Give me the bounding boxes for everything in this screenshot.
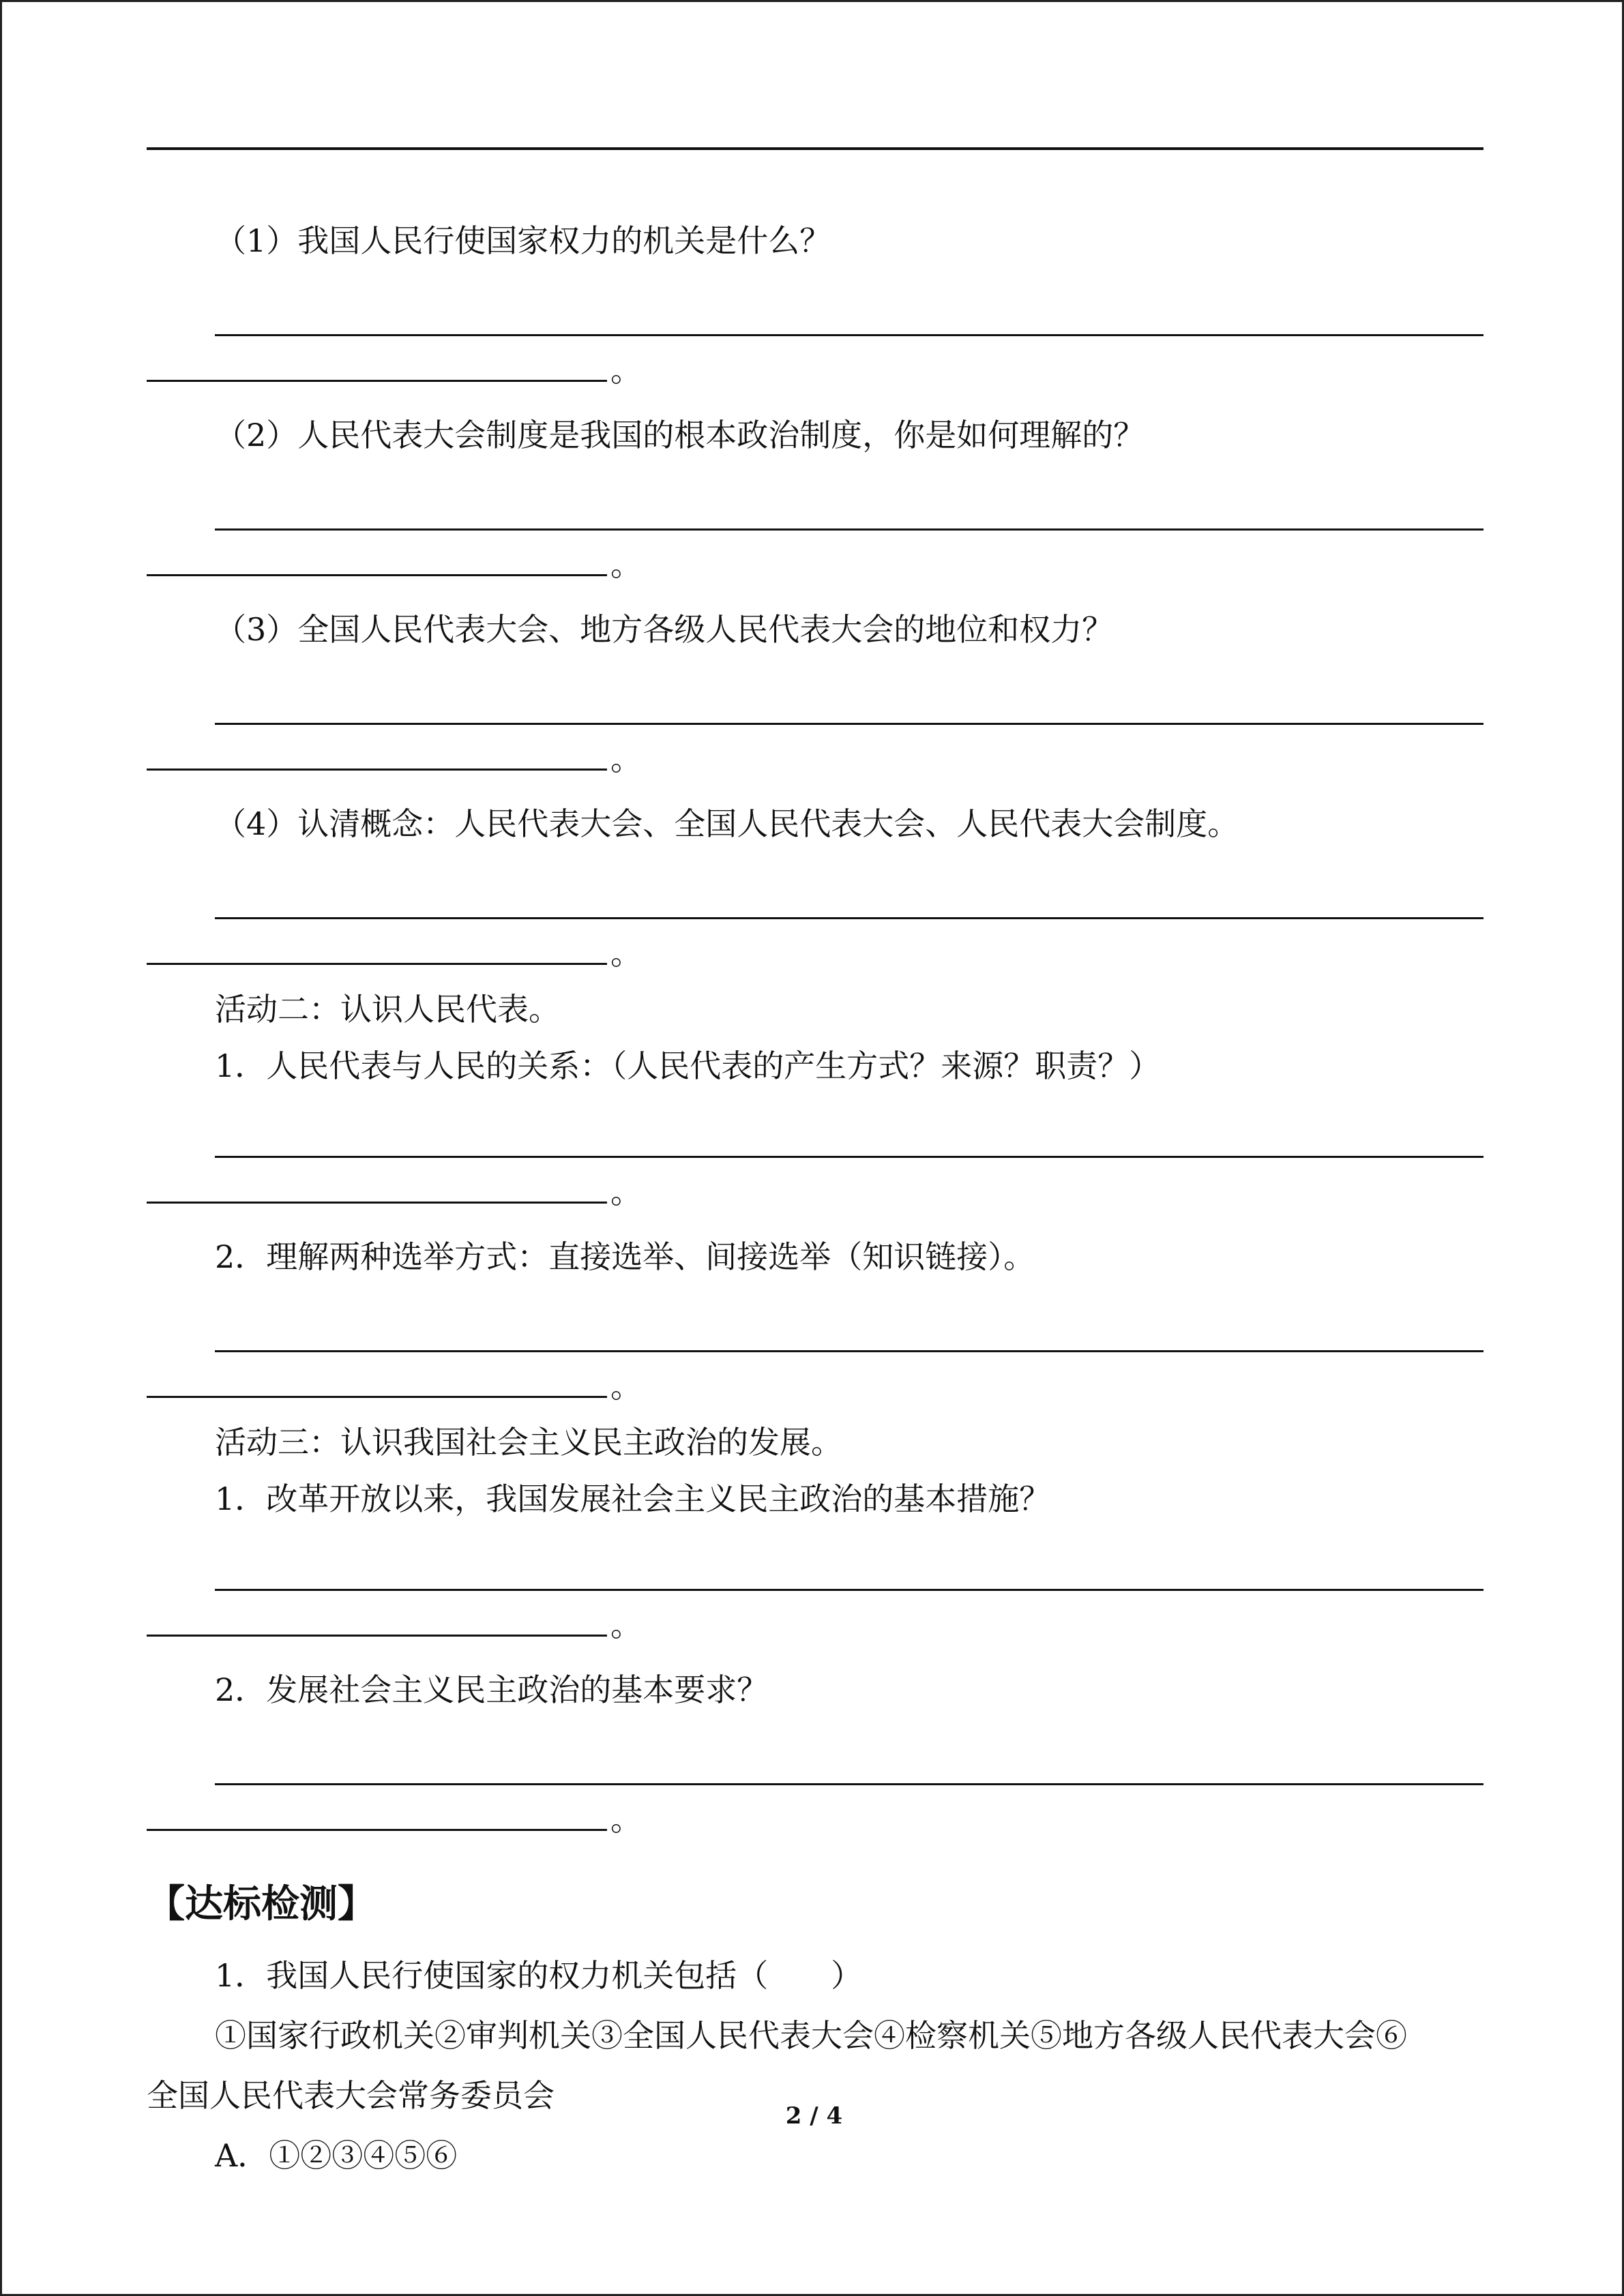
page-number: 2 / 4 — [785, 2102, 843, 2130]
quiz-choice-a: A．①②③④⑤⑥ — [215, 2137, 458, 2174]
answer-line[interactable] — [147, 664, 1483, 725]
answer-line-end[interactable] — [147, 1591, 1483, 1656]
question-4: （4）认清概念：人民代表大会、全国人民代表大会、人民代表大会制度。 — [215, 805, 1239, 842]
question-1: （1）我国人民行使国家权力的机关是什么？ — [215, 222, 831, 259]
period-mark: 。 — [610, 1174, 642, 1210]
question-2: （2）人民代表大会制度是我国的根本政治制度，你是如何理解的？ — [215, 417, 1145, 453]
header-rule — [147, 147, 1483, 150]
worksheet-content — [147, 207, 1483, 2186]
period-mark: 。 — [610, 352, 642, 389]
answer-line-end[interactable] — [147, 1785, 1483, 1850]
period-mark: 。 — [610, 741, 642, 777]
period-mark: 。 — [610, 1801, 642, 1838]
answer-line[interactable] — [147, 1724, 1483, 1785]
answer-line-end[interactable] — [147, 1158, 1483, 1223]
answer-line[interactable] — [147, 1530, 1483, 1591]
answer-line-end[interactable] — [147, 531, 1483, 595]
activity-2-title: 活动二：认识人民代表。 — [215, 991, 560, 1028]
period-mark: 。 — [610, 546, 642, 583]
answer-line[interactable] — [147, 1291, 1483, 1352]
answer-line-end[interactable] — [147, 336, 1483, 401]
quiz-options-line-1: ①国家行政机关②审判机关③全国人民代表大会④检察机关⑤地方各级人民代表大会⑥ — [215, 2017, 1407, 2054]
activity-2-question-2: 2．理解两种选举方式：直接选举、间接选举（知识链接）。 — [215, 1238, 1035, 1275]
quiz-options-line-2: 全国人民代表大会常务委员会 — [147, 2077, 555, 2114]
activity-2-question-1: 1．人民代表与人民的关系：（人民代表的产生方式？来源？职责？） — [215, 1047, 1161, 1084]
answer-line-end[interactable] — [147, 919, 1483, 984]
answer-line[interactable] — [147, 858, 1483, 919]
period-mark: 。 — [610, 1607, 642, 1643]
quiz-block — [147, 1945, 1483, 2186]
answer-line[interactable] — [147, 1097, 1483, 1158]
activity-3-question-1: 1．改革开放以来，我国发展社会主义民主政治的基本措施？ — [215, 1480, 1051, 1517]
quiz-question-1: 1．我国人民行使国家的权力机关包括（ ） — [215, 1957, 863, 1994]
answer-line-end[interactable] — [147, 725, 1483, 790]
activity-3-question-2: 2．发展社会主义民主政治的基本要求？ — [215, 1671, 769, 1708]
answer-line[interactable] — [147, 469, 1483, 531]
activity-3-title: 活动三：认识我国社会主义民主政治的发展。 — [215, 1424, 842, 1461]
question-3: （3）全国人民代表大会、地方各级人民代表大会的地位和权力？ — [215, 611, 1114, 648]
period-mark: 。 — [610, 1368, 642, 1405]
period-mark: 。 — [610, 935, 642, 972]
section-title: 【达标检测】 — [147, 1882, 376, 1926]
answer-line-end[interactable] — [147, 1352, 1483, 1417]
answer-line[interactable] — [147, 275, 1483, 336]
